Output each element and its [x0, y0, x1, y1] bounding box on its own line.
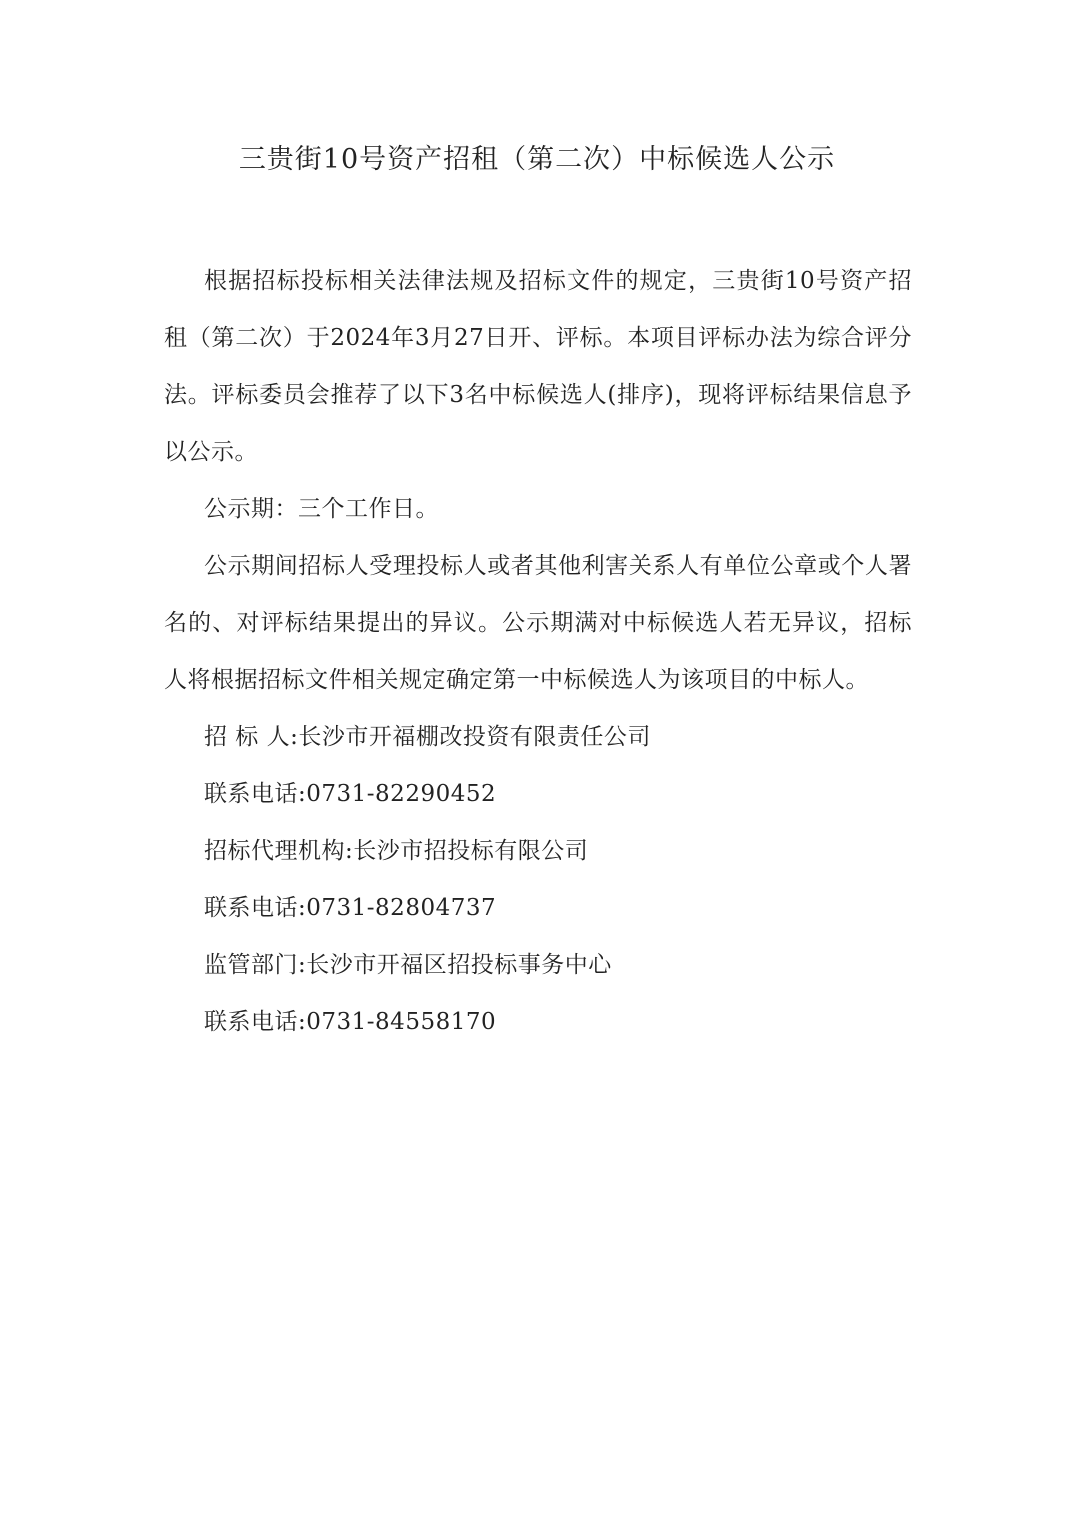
tenderer-line: 招 标 人:长沙市开福棚改投资有限责任公司: [204, 724, 651, 750]
tenderer-phone-line: 联系电话:0731-82290452: [204, 781, 497, 807]
supervisor-phone-line: 联系电话:0731-84558170: [204, 1009, 497, 1035]
document-body: [164, 253, 912, 1051]
paragraph-objection: 公示期间招标人受理投标人或者其他利害关系人有单位公章或个人署名的、对评标结果提出的异议。公示期满对中标候选人若无异议，招标人将根据招标文件相关规定确定第一中标候选人为该项目的中标人。: [164, 553, 912, 693]
supervisor-line: 监管部门:长沙市开福区招投标事务中心: [204, 952, 612, 978]
agency-phone-line: 联系电话:0731-82804737: [204, 895, 497, 921]
paragraph-intro: 根据招标投标相关法律法规及招标文件的规定，三贵街10号资产招租（第二次）于2024年3月27日开、评标。本项目评标办法为综合评分法。评标委员会推荐了以下3名中标候选人(排序)，现将评标结果信息予以公示。: [164, 268, 912, 465]
document-title: 三贵街10号资产招租（第二次）中标候选人公示: [238, 144, 836, 175]
paragraph-period: 公示期：三个工作日。: [204, 496, 439, 522]
agency-line: 招标代理机构:长沙市招投标有限公司: [204, 838, 589, 864]
